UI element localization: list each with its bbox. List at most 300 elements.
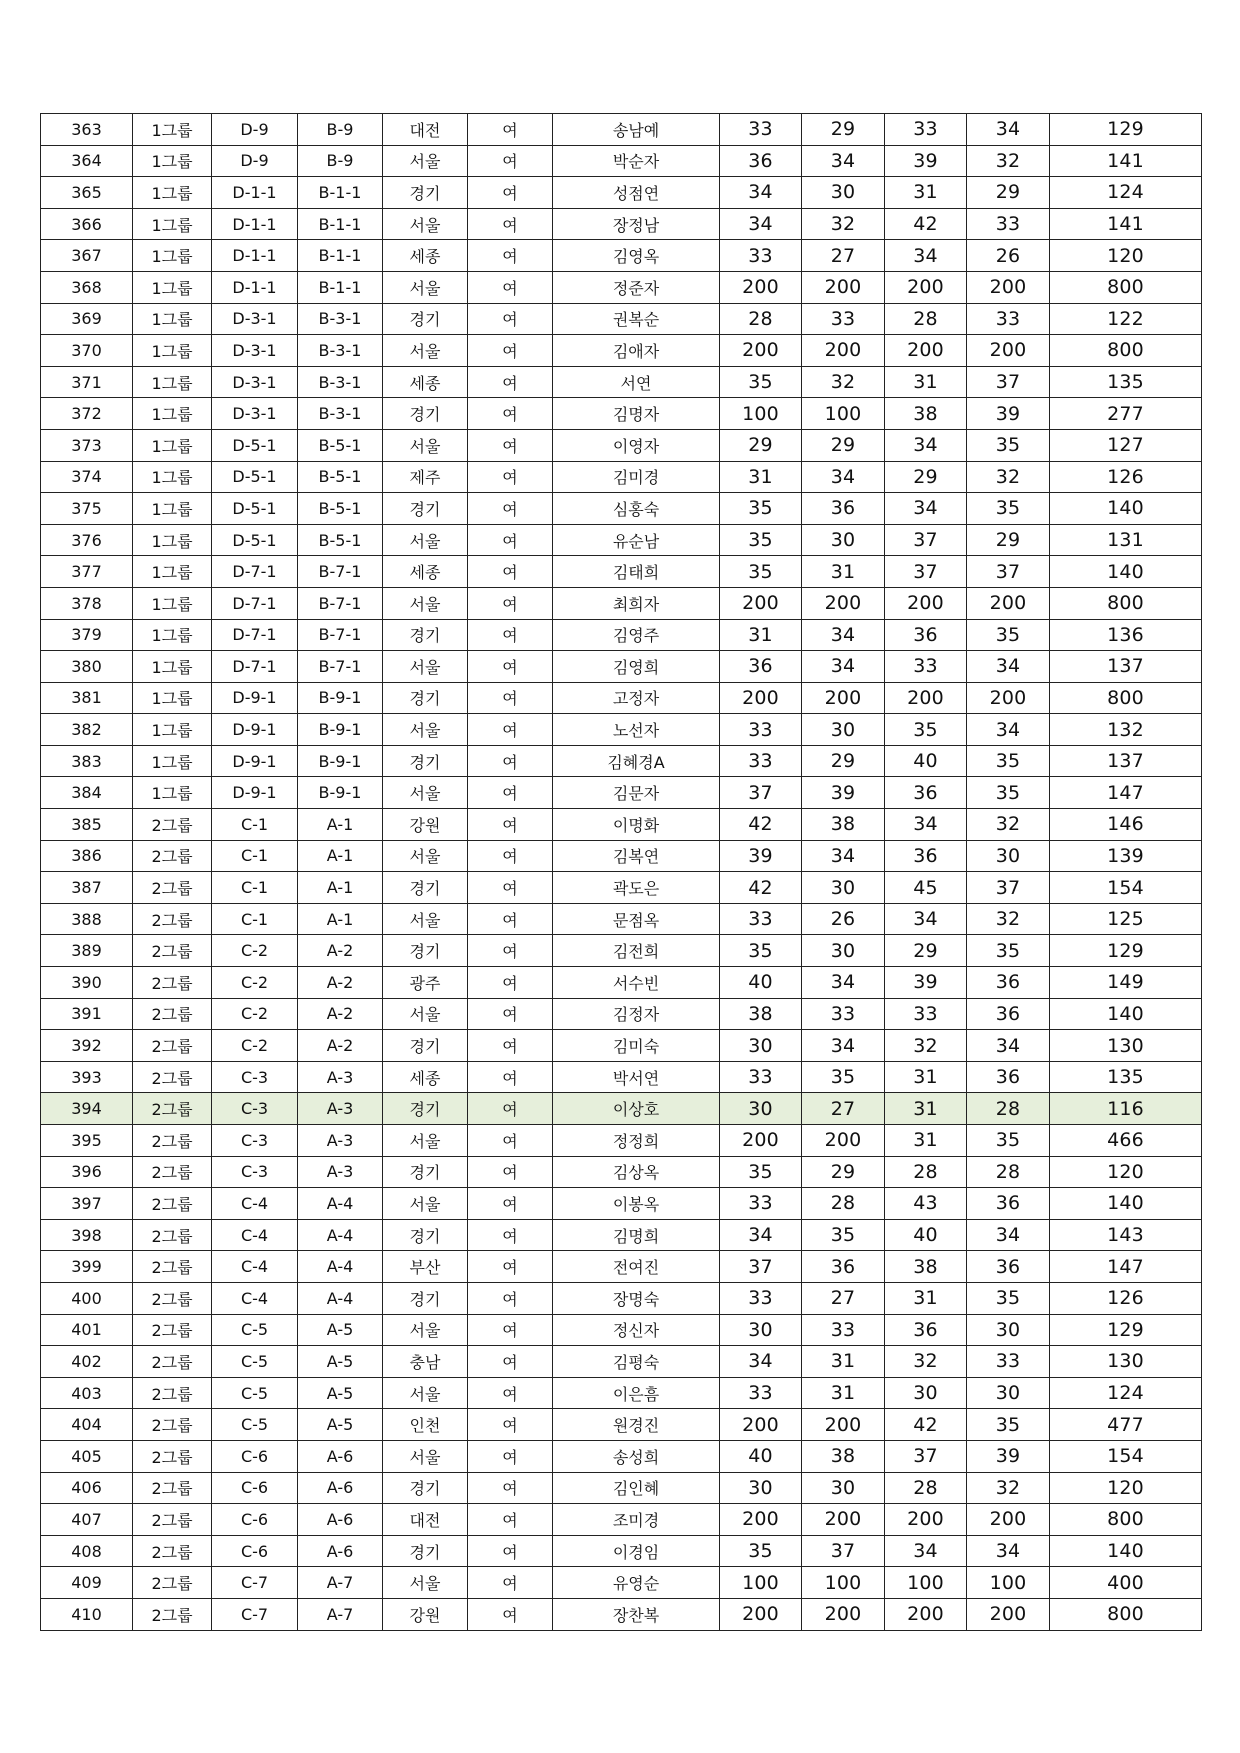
cell-score2: 29 — [802, 1156, 885, 1188]
cell-score1: 200 — [720, 1125, 802, 1157]
cell-region: 광주 — [383, 967, 468, 999]
cell-score1: 42 — [720, 872, 802, 904]
cell-code1: D-1-1 — [212, 177, 298, 209]
cell-code2: B-9-1 — [298, 682, 383, 714]
table-row — [41, 682, 1202, 714]
cell-score3: 30 — [885, 1377, 967, 1409]
cell-score1: 28 — [720, 303, 802, 335]
cell-region: 경기 — [383, 619, 468, 651]
cell-gender: 여 — [468, 1567, 553, 1599]
cell-score2: 200 — [802, 1504, 885, 1536]
cell-score3: 100 — [885, 1567, 967, 1599]
cell-name: 김애자 — [553, 335, 720, 367]
cell-score3: 31 — [885, 366, 967, 398]
cell-gender: 여 — [468, 903, 553, 935]
table-row — [41, 398, 1202, 430]
cell-group: 2그룹 — [133, 1061, 212, 1093]
cell-no: 373 — [41, 429, 133, 461]
cell-score2: 33 — [802, 1314, 885, 1346]
cell-score1: 34 — [720, 177, 802, 209]
cell-score3: 33 — [885, 651, 967, 683]
cell-score3: 29 — [885, 935, 967, 967]
score-table — [40, 113, 1202, 1631]
cell-code1: C-5 — [212, 1377, 298, 1409]
cell-score4: 35 — [967, 1409, 1050, 1441]
cell-score1: 30 — [720, 1472, 802, 1504]
table-row — [41, 1598, 1202, 1630]
cell-no: 385 — [41, 809, 133, 841]
cell-score2: 34 — [802, 461, 885, 493]
cell-code2: A-3 — [298, 1061, 383, 1093]
cell-region: 경기 — [383, 872, 468, 904]
cell-group: 2그룹 — [133, 1030, 212, 1062]
cell-name: 최희자 — [553, 587, 720, 619]
cell-group: 2그룹 — [133, 1093, 212, 1125]
cell-code1: D-3-1 — [212, 335, 298, 367]
cell-gender: 여 — [468, 619, 553, 651]
cell-score4: 32 — [967, 809, 1050, 841]
cell-score2: 34 — [802, 619, 885, 651]
cell-gender: 여 — [468, 935, 553, 967]
cell-score1: 40 — [720, 1440, 802, 1472]
cell-code1: D-9 — [212, 114, 298, 146]
cell-group: 2그룹 — [133, 1251, 212, 1283]
cell-name: 문점옥 — [553, 903, 720, 935]
cell-group: 2그룹 — [133, 1440, 212, 1472]
cell-total: 800 — [1050, 587, 1202, 619]
cell-gender: 여 — [468, 303, 553, 335]
cell-score1: 33 — [720, 745, 802, 777]
cell-total: 137 — [1050, 651, 1202, 683]
cell-region: 경기 — [383, 303, 468, 335]
cell-gender: 여 — [468, 493, 553, 525]
cell-group: 1그룹 — [133, 714, 212, 746]
cell-score2: 34 — [802, 651, 885, 683]
cell-total: 477 — [1050, 1409, 1202, 1441]
cell-score2: 29 — [802, 114, 885, 146]
cell-score4: 35 — [967, 777, 1050, 809]
cell-code2: B-3-1 — [298, 335, 383, 367]
cell-name: 유순남 — [553, 524, 720, 556]
cell-score2: 200 — [802, 682, 885, 714]
cell-no: 382 — [41, 714, 133, 746]
cell-gender: 여 — [468, 840, 553, 872]
cell-score4: 36 — [967, 1061, 1050, 1093]
cell-score1: 33 — [720, 1282, 802, 1314]
cell-score2: 29 — [802, 429, 885, 461]
cell-region: 서울 — [383, 335, 468, 367]
cell-score2: 27 — [802, 1282, 885, 1314]
table-row — [41, 1282, 1202, 1314]
cell-score1: 33 — [720, 1061, 802, 1093]
cell-score3: 37 — [885, 524, 967, 556]
cell-score4: 36 — [967, 1251, 1050, 1283]
cell-score1: 37 — [720, 1251, 802, 1283]
cell-code1: C-1 — [212, 840, 298, 872]
cell-region: 강원 — [383, 1598, 468, 1630]
cell-total: 277 — [1050, 398, 1202, 430]
cell-score2: 31 — [802, 556, 885, 588]
cell-code1: C-2 — [212, 998, 298, 1030]
cell-score3: 33 — [885, 998, 967, 1030]
cell-code1: D-7-1 — [212, 556, 298, 588]
cell-region: 서울 — [383, 1188, 468, 1220]
cell-name: 김인혜 — [553, 1472, 720, 1504]
table-row — [41, 1219, 1202, 1251]
cell-score1: 31 — [720, 461, 802, 493]
cell-total: 400 — [1050, 1567, 1202, 1599]
cell-group: 2그룹 — [133, 1282, 212, 1314]
cell-score4: 200 — [967, 587, 1050, 619]
cell-score3: 34 — [885, 240, 967, 272]
cell-name: 김영희 — [553, 651, 720, 683]
cell-gender: 여 — [468, 1598, 553, 1630]
cell-code2: A-3 — [298, 1156, 383, 1188]
cell-group: 2그룹 — [133, 840, 212, 872]
cell-no: 366 — [41, 208, 133, 240]
cell-code1: D-1-1 — [212, 208, 298, 240]
table-row — [41, 335, 1202, 367]
cell-score4: 36 — [967, 967, 1050, 999]
cell-score1: 34 — [720, 1346, 802, 1378]
cell-score1: 35 — [720, 556, 802, 588]
cell-name: 박서연 — [553, 1061, 720, 1093]
cell-no: 375 — [41, 493, 133, 525]
cell-total: 143 — [1050, 1219, 1202, 1251]
cell-group: 1그룹 — [133, 366, 212, 398]
cell-gender: 여 — [468, 809, 553, 841]
cell-score3: 34 — [885, 903, 967, 935]
cell-score1: 35 — [720, 1156, 802, 1188]
table-row — [41, 177, 1202, 209]
cell-code2: B-9-1 — [298, 714, 383, 746]
cell-score4: 33 — [967, 1346, 1050, 1378]
cell-no: 372 — [41, 398, 133, 430]
table-row — [41, 1346, 1202, 1378]
cell-score2: 100 — [802, 398, 885, 430]
cell-group: 2그룹 — [133, 1219, 212, 1251]
cell-region: 서울 — [383, 145, 468, 177]
cell-gender: 여 — [468, 177, 553, 209]
table-row — [41, 967, 1202, 999]
cell-code2: A-4 — [298, 1251, 383, 1283]
cell-code2: B-9-1 — [298, 777, 383, 809]
cell-code2: A-5 — [298, 1346, 383, 1378]
cell-total: 147 — [1050, 777, 1202, 809]
cell-score2: 34 — [802, 840, 885, 872]
cell-score1: 100 — [720, 1567, 802, 1599]
cell-gender: 여 — [468, 461, 553, 493]
cell-group: 1그룹 — [133, 398, 212, 430]
table-row — [41, 145, 1202, 177]
cell-no: 386 — [41, 840, 133, 872]
cell-code1: C-5 — [212, 1346, 298, 1378]
cell-code2: A-4 — [298, 1188, 383, 1220]
cell-score3: 28 — [885, 303, 967, 335]
table-row — [41, 840, 1202, 872]
cell-score1: 200 — [720, 1504, 802, 1536]
cell-name: 이상호 — [553, 1093, 720, 1125]
cell-code2: B-5-1 — [298, 524, 383, 556]
cell-score3: 200 — [885, 682, 967, 714]
cell-name: 정정희 — [553, 1125, 720, 1157]
cell-score2: 30 — [802, 177, 885, 209]
cell-score4: 30 — [967, 1377, 1050, 1409]
table-row — [41, 1472, 1202, 1504]
cell-name: 김미숙 — [553, 1030, 720, 1062]
cell-group: 2그룹 — [133, 1535, 212, 1567]
cell-score1: 40 — [720, 967, 802, 999]
cell-no: 392 — [41, 1030, 133, 1062]
cell-code1: C-1 — [212, 872, 298, 904]
cell-group: 2그룹 — [133, 1598, 212, 1630]
cell-score3: 31 — [885, 1061, 967, 1093]
cell-no: 394 — [41, 1093, 133, 1125]
cell-score2: 27 — [802, 1093, 885, 1125]
cell-group: 1그룹 — [133, 303, 212, 335]
cell-score3: 34 — [885, 493, 967, 525]
cell-name: 전여진 — [553, 1251, 720, 1283]
cell-gender: 여 — [468, 967, 553, 999]
cell-code1: C-3 — [212, 1093, 298, 1125]
cell-score4: 30 — [967, 840, 1050, 872]
cell-name: 김명희 — [553, 1219, 720, 1251]
cell-score3: 31 — [885, 1125, 967, 1157]
cell-score2: 200 — [802, 587, 885, 619]
cell-score3: 35 — [885, 714, 967, 746]
cell-no: 403 — [41, 1377, 133, 1409]
cell-gender: 여 — [468, 651, 553, 683]
cell-code1: C-6 — [212, 1472, 298, 1504]
cell-score1: 33 — [720, 1377, 802, 1409]
cell-code2: B-5-1 — [298, 461, 383, 493]
cell-name: 조미경 — [553, 1504, 720, 1536]
cell-code2: A-5 — [298, 1377, 383, 1409]
cell-score2: 30 — [802, 714, 885, 746]
cell-code1: C-6 — [212, 1504, 298, 1536]
cell-total: 146 — [1050, 809, 1202, 841]
cell-total: 149 — [1050, 967, 1202, 999]
cell-name: 김복연 — [553, 840, 720, 872]
cell-code2: B-3-1 — [298, 303, 383, 335]
cell-score1: 200 — [720, 682, 802, 714]
cell-score2: 34 — [802, 145, 885, 177]
cell-no: 391 — [41, 998, 133, 1030]
cell-score3: 34 — [885, 809, 967, 841]
cell-region: 경기 — [383, 1219, 468, 1251]
cell-score2: 100 — [802, 1567, 885, 1599]
cell-score2: 200 — [802, 1598, 885, 1630]
cell-score4: 32 — [967, 145, 1050, 177]
cell-code2: B-3-1 — [298, 398, 383, 430]
cell-region: 경기 — [383, 398, 468, 430]
cell-score3: 200 — [885, 1504, 967, 1536]
cell-total: 800 — [1050, 1504, 1202, 1536]
cell-code2: A-6 — [298, 1535, 383, 1567]
table-row — [41, 1030, 1202, 1062]
cell-code1: C-7 — [212, 1567, 298, 1599]
cell-score4: 200 — [967, 682, 1050, 714]
cell-group: 2그룹 — [133, 1567, 212, 1599]
cell-group: 2그룹 — [133, 809, 212, 841]
cell-code2: A-4 — [298, 1219, 383, 1251]
cell-name: 송남예 — [553, 114, 720, 146]
cell-name: 김상옥 — [553, 1156, 720, 1188]
cell-region: 경기 — [383, 1030, 468, 1062]
cell-gender: 여 — [468, 556, 553, 588]
cell-score1: 38 — [720, 998, 802, 1030]
cell-score2: 32 — [802, 366, 885, 398]
cell-score3: 34 — [885, 429, 967, 461]
cell-code1: D-9-1 — [212, 714, 298, 746]
cell-score1: 36 — [720, 145, 802, 177]
cell-score3: 45 — [885, 872, 967, 904]
cell-score3: 34 — [885, 1535, 967, 1567]
cell-score4: 28 — [967, 1093, 1050, 1125]
cell-score2: 34 — [802, 1030, 885, 1062]
cell-score2: 39 — [802, 777, 885, 809]
cell-no: 402 — [41, 1346, 133, 1378]
cell-score1: 33 — [720, 240, 802, 272]
cell-total: 131 — [1050, 524, 1202, 556]
cell-score1: 42 — [720, 809, 802, 841]
cell-total: 126 — [1050, 1282, 1202, 1314]
cell-total: 147 — [1050, 1251, 1202, 1283]
cell-no: 407 — [41, 1504, 133, 1536]
cell-score4: 28 — [967, 1156, 1050, 1188]
cell-name: 이경임 — [553, 1535, 720, 1567]
cell-total: 130 — [1050, 1346, 1202, 1378]
cell-no: 363 — [41, 114, 133, 146]
cell-total: 124 — [1050, 1377, 1202, 1409]
cell-region: 서울 — [383, 587, 468, 619]
cell-score2: 35 — [802, 1219, 885, 1251]
cell-group: 1그룹 — [133, 556, 212, 588]
cell-score2: 26 — [802, 903, 885, 935]
cell-region: 서울 — [383, 1377, 468, 1409]
table-row — [41, 777, 1202, 809]
cell-group: 2그룹 — [133, 1156, 212, 1188]
cell-total: 140 — [1050, 1535, 1202, 1567]
cell-total: 141 — [1050, 208, 1202, 240]
cell-score4: 35 — [967, 429, 1050, 461]
cell-code2: B-1-1 — [298, 208, 383, 240]
cell-score3: 28 — [885, 1472, 967, 1504]
cell-gender: 여 — [468, 1377, 553, 1409]
cell-score2: 200 — [802, 271, 885, 303]
cell-no: 401 — [41, 1314, 133, 1346]
cell-region: 서울 — [383, 524, 468, 556]
table-row — [41, 998, 1202, 1030]
cell-score2: 28 — [802, 1188, 885, 1220]
cell-code2: B-7-1 — [298, 556, 383, 588]
cell-score4: 32 — [967, 903, 1050, 935]
cell-score1: 33 — [720, 1188, 802, 1220]
cell-score1: 35 — [720, 524, 802, 556]
cell-score1: 200 — [720, 1409, 802, 1441]
cell-score4: 34 — [967, 651, 1050, 683]
cell-code2: A-5 — [298, 1409, 383, 1441]
cell-score4: 32 — [967, 1472, 1050, 1504]
cell-gender: 여 — [468, 587, 553, 619]
cell-region: 서울 — [383, 998, 468, 1030]
table-row — [41, 1409, 1202, 1441]
cell-no: 398 — [41, 1219, 133, 1251]
cell-region: 부산 — [383, 1251, 468, 1283]
table-row — [41, 619, 1202, 651]
cell-code1: C-1 — [212, 903, 298, 935]
table-row — [41, 809, 1202, 841]
cell-region: 서울 — [383, 271, 468, 303]
cell-total: 154 — [1050, 872, 1202, 904]
cell-code1: D-9 — [212, 145, 298, 177]
cell-score2: 30 — [802, 524, 885, 556]
cell-gender: 여 — [468, 872, 553, 904]
cell-no: 381 — [41, 682, 133, 714]
cell-no: 379 — [41, 619, 133, 651]
table-row — [41, 587, 1202, 619]
cell-score3: 29 — [885, 461, 967, 493]
cell-gender: 여 — [468, 1093, 553, 1125]
cell-no: 380 — [41, 651, 133, 683]
cell-code1: C-6 — [212, 1535, 298, 1567]
cell-gender: 여 — [468, 1219, 553, 1251]
cell-group: 2그룹 — [133, 1188, 212, 1220]
cell-no: 365 — [41, 177, 133, 209]
cell-score1: 39 — [720, 840, 802, 872]
cell-score4: 35 — [967, 493, 1050, 525]
cell-score2: 37 — [802, 1535, 885, 1567]
cell-region: 서울 — [383, 1567, 468, 1599]
cell-name: 고정자 — [553, 682, 720, 714]
cell-score2: 33 — [802, 303, 885, 335]
cell-no: 374 — [41, 461, 133, 493]
cell-code2: B-7-1 — [298, 587, 383, 619]
cell-total: 126 — [1050, 461, 1202, 493]
cell-score2: 31 — [802, 1346, 885, 1378]
cell-score2: 29 — [802, 745, 885, 777]
table-row — [41, 1504, 1202, 1536]
table-row — [41, 461, 1202, 493]
cell-code1: D-7-1 — [212, 651, 298, 683]
cell-score4: 37 — [967, 872, 1050, 904]
table-row — [41, 114, 1202, 146]
cell-name: 이명화 — [553, 809, 720, 841]
cell-score3: 42 — [885, 1409, 967, 1441]
cell-no: 383 — [41, 745, 133, 777]
cell-code2: B-9 — [298, 145, 383, 177]
cell-code1: C-1 — [212, 809, 298, 841]
cell-gender: 여 — [468, 998, 553, 1030]
cell-code1: D-1-1 — [212, 271, 298, 303]
cell-group: 2그룹 — [133, 1377, 212, 1409]
cell-code1: C-5 — [212, 1409, 298, 1441]
cell-no: 390 — [41, 967, 133, 999]
table-body — [41, 114, 1202, 1631]
cell-score4: 39 — [967, 398, 1050, 430]
cell-score3: 36 — [885, 777, 967, 809]
cell-score3: 31 — [885, 177, 967, 209]
cell-gender: 여 — [468, 114, 553, 146]
cell-total: 140 — [1050, 556, 1202, 588]
cell-gender: 여 — [468, 271, 553, 303]
cell-code2: B-1-1 — [298, 240, 383, 272]
cell-group: 1그룹 — [133, 493, 212, 525]
cell-region: 서울 — [383, 840, 468, 872]
cell-code1: C-2 — [212, 935, 298, 967]
cell-score4: 32 — [967, 461, 1050, 493]
cell-gender: 여 — [468, 524, 553, 556]
